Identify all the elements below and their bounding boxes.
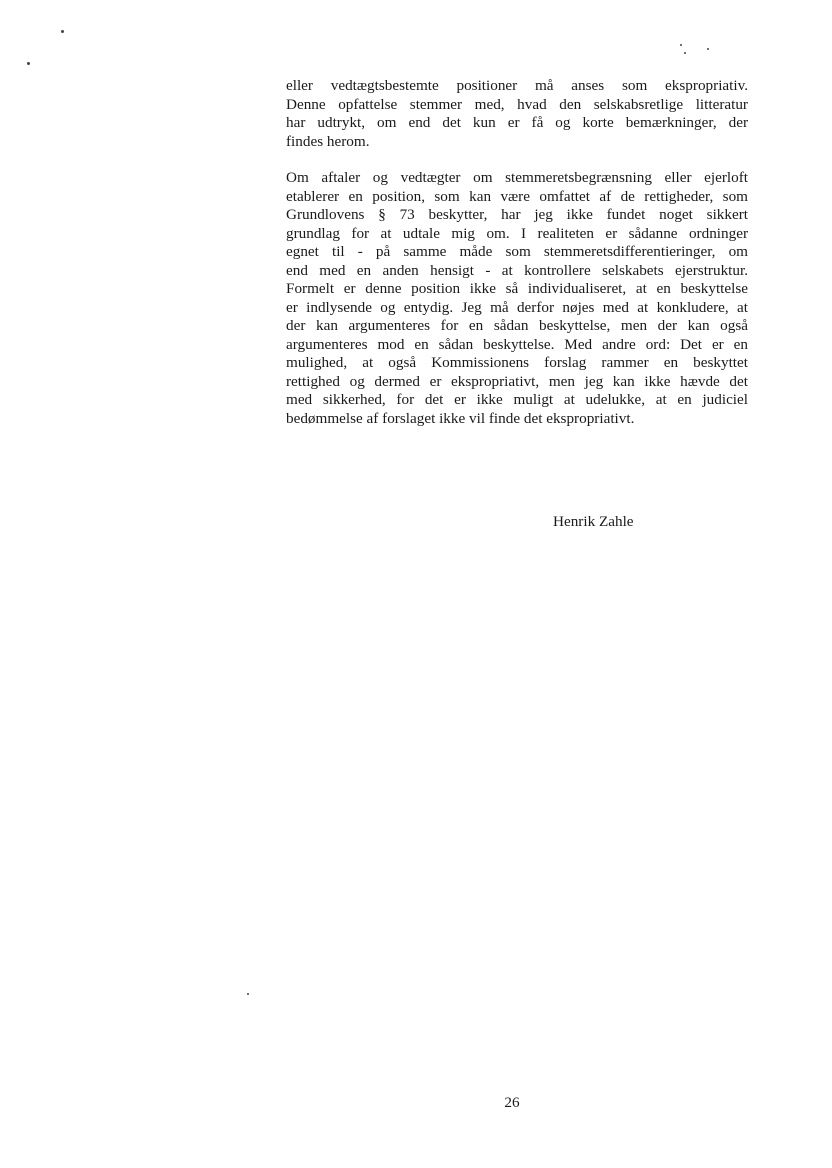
text-line: end med en anden hensigt - at kontrollere selskabets ejerstruktur. xyxy=(286,261,748,279)
text-line: egnet til - på samme måde som stemmeretsdifferentieringer, om xyxy=(286,243,748,260)
text-line: Om aftaler og vedtægter om stemmeretsbegrænsning eller ejerloft xyxy=(286,169,748,186)
text-line: med sikkerhed, for det er ikke muligt at udelukke, at en judiciel xyxy=(286,391,748,408)
text-line: der kan argumenteres for en sådan beskyttelse, men der kan også xyxy=(286,317,748,334)
page-number: 26 xyxy=(504,1094,520,1111)
scan-speck xyxy=(684,52,686,54)
body-text xyxy=(286,77,748,428)
text-line: etablerer en position, som kan være omfattet af de rettigheder, som xyxy=(286,187,748,205)
scan-speck xyxy=(61,30,64,33)
text-line: rettighed og dermed er ekspropriativt, men jeg kan ikke hævde det xyxy=(286,372,748,390)
signature: Henrik Zahle xyxy=(553,513,634,530)
text-line: argumenteres mod en sådan beskyttelse. Med andre ord: Det er en xyxy=(286,335,748,353)
scan-speck xyxy=(707,48,709,50)
paragraph-2 xyxy=(286,169,748,428)
text-line: Grundlovens § 73 beskytter, har jeg ikke fundet noget sikkert xyxy=(286,206,748,223)
text-line: bedømmelse af forslaget ikke vil finde det ekspropriativt. xyxy=(286,409,635,427)
text-line: Formelt er denne position ikke så individualiseret, at en beskyttelse xyxy=(286,280,748,297)
paragraph-1 xyxy=(286,77,748,151)
text-line: er indlysende og entydig. Jeg må derfor nøjes med at konkludere, at xyxy=(286,298,748,316)
scan-speck xyxy=(680,44,682,46)
text-line: har udtrykt, om end det kun er få og korte bemærkninger, der xyxy=(286,114,748,131)
text-line: eller vedtægtsbestemte positioner må anses som ekspropriativ. xyxy=(286,77,748,94)
scan-speck xyxy=(27,62,30,65)
text-line: findes herom. xyxy=(286,132,370,150)
text-line: mulighed, at også Kommissionens forslag rammer en beskyttet xyxy=(286,354,748,371)
text-line: grundlag for at udtale mig om. I realiteten er sådanne ordninger xyxy=(286,224,748,242)
text-line: Denne opfattelse stemmer med, hvad den selskabsretlige litteratur xyxy=(286,95,748,113)
scan-speck xyxy=(247,993,249,995)
